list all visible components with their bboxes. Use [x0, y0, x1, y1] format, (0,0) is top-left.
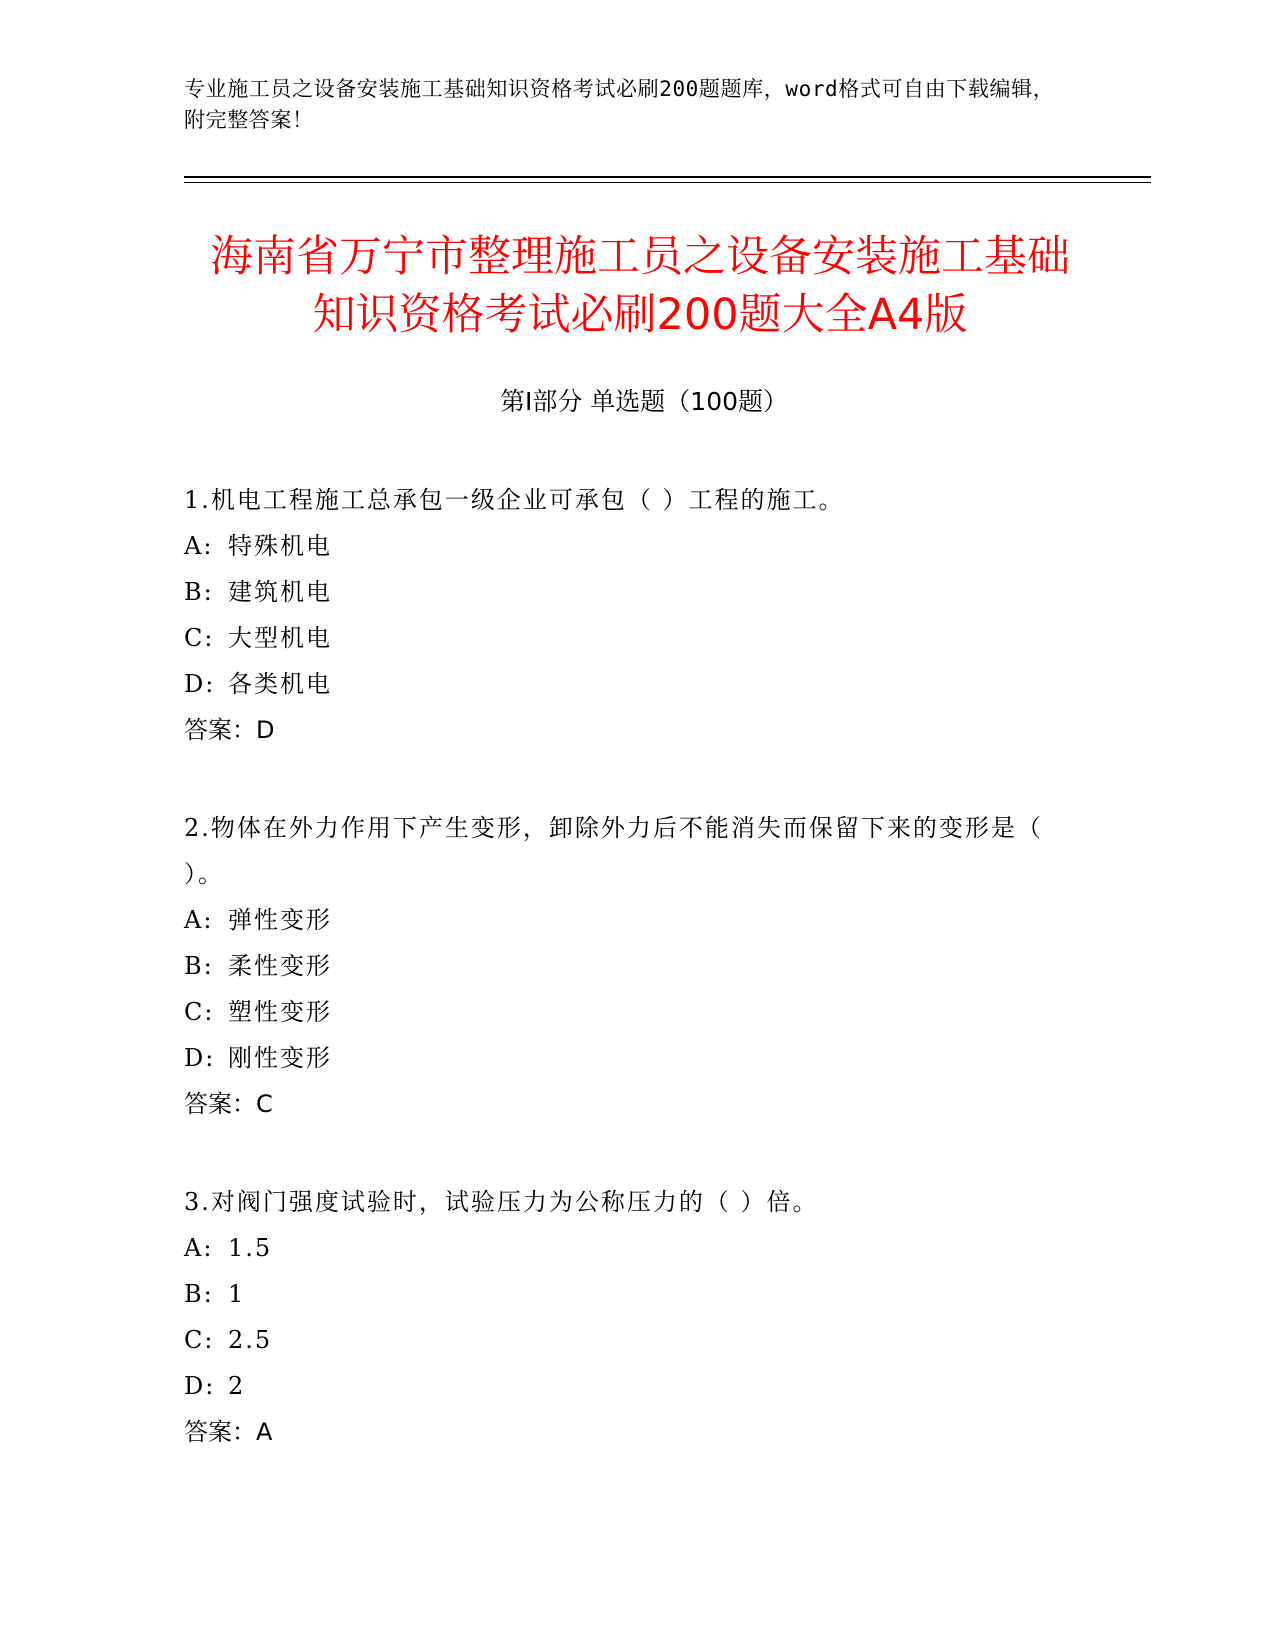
- section-heading: 第I部分 单选题（100题）: [499, 387, 789, 416]
- option-letter: C:: [184, 1326, 215, 1354]
- header-divider-thin: [184, 182, 1151, 183]
- option-text: 刚性变形: [228, 1044, 332, 1072]
- option-c: [184, 615, 1074, 661]
- document-title: 海南省万宁市整理施工员之设备安装施工基础知识资格考试必刷200题大全A4版: [210, 232, 1070, 340]
- option-text: 1.5: [228, 1234, 273, 1262]
- question-item: [184, 805, 1074, 1127]
- option-d: [184, 1035, 1074, 1081]
- option-letter: C:: [184, 624, 215, 652]
- option-d: [184, 661, 1074, 707]
- option-letter: B:: [184, 578, 214, 606]
- option-b: [184, 569, 1074, 615]
- answer-value: C: [256, 1090, 273, 1118]
- answer-value: A: [256, 1418, 273, 1446]
- answer-prefix: 答案：: [184, 716, 256, 744]
- option-text: 各类机电: [228, 670, 332, 698]
- option-d: [184, 1363, 1074, 1409]
- option-a: [184, 523, 1074, 569]
- option-letter: B:: [184, 1280, 214, 1308]
- question-item: [184, 1179, 1074, 1455]
- option-text: 2.5: [228, 1326, 273, 1354]
- question-list: [184, 477, 1074, 1507]
- option-letter: D:: [184, 1044, 216, 1072]
- question-stem: 2.物体在外力作用下产生变形，卸除外力后不能消失而保留下来的变形是（ ）。: [184, 814, 1043, 888]
- option-letter: D:: [184, 670, 216, 698]
- option-b: [184, 1271, 1074, 1317]
- question-stem: 3.对阀门强度试验时，试验压力为公称压力的（ ）倍。: [184, 1188, 819, 1216]
- option-letter: D:: [184, 1372, 216, 1400]
- answer-line: [184, 1081, 1074, 1127]
- option-text: 2: [228, 1372, 246, 1400]
- option-b: [184, 943, 1074, 989]
- answer-line: [184, 1409, 1074, 1455]
- header-divider-thick: [184, 176, 1151, 178]
- option-letter: A:: [184, 906, 214, 934]
- question-stem: 1.机电工程施工总承包一级企业可承包（ ）工程的施工。: [184, 486, 845, 514]
- option-letter: A:: [184, 532, 214, 560]
- option-text: 1: [228, 1280, 246, 1308]
- option-text: 柔性变形: [228, 952, 332, 980]
- answer-prefix: 答案：: [184, 1090, 256, 1118]
- answer-line: [184, 707, 1074, 753]
- option-letter: B:: [184, 952, 214, 980]
- answer-prefix: 答案：: [184, 1418, 256, 1446]
- option-a: [184, 1225, 1074, 1271]
- option-text: 特殊机电: [228, 532, 332, 560]
- option-a: [184, 897, 1074, 943]
- option-letter: A:: [184, 1234, 214, 1262]
- option-text: 大型机电: [228, 624, 332, 652]
- option-text: 建筑机电: [228, 578, 332, 606]
- answer-value: D: [256, 716, 275, 744]
- option-c: [184, 989, 1074, 1035]
- option-text: 塑性变形: [228, 998, 332, 1026]
- option-text: 弹性变形: [228, 906, 332, 934]
- option-letter: C:: [184, 998, 215, 1026]
- header-note: 专业施工员之设备安装施工基础知识资格考试必刷200题题库，word格式可自由下载编辑，附完整答案！: [184, 77, 1055, 132]
- question-item: [184, 477, 1074, 753]
- option-c: [184, 1317, 1074, 1363]
